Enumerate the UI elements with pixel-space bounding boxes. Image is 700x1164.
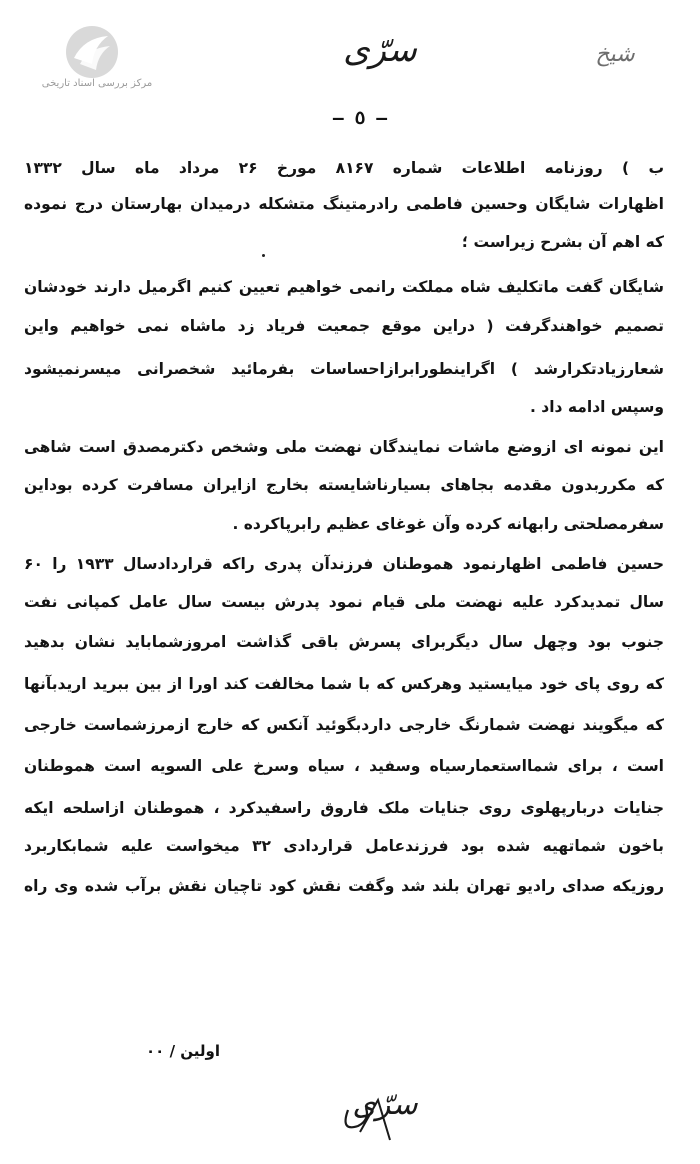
body-line-18: باخون شماتهیه شده بود فرزندعامل قراردادی ۳۲ میخواست علیه شمابکاربرد bbox=[24, 837, 664, 855]
signature-stroke-icon bbox=[330, 1070, 440, 1150]
body-line-14: که روی پای خود میایستید وهرکس که با شما مخالفت کند اورا از بین ببرید اریدبآنها bbox=[24, 675, 664, 693]
body-line-8: این نمونه ای ازوضع ماشات نمایندگان نهضت ملی وشخص دکترمصدق است شاهی bbox=[24, 438, 664, 456]
body-line-13: جنوب بود وچهل سال دیگربرای پسرش باقی گذاشت امروزشماباید نشان بدهید bbox=[24, 633, 664, 651]
body-line-15: که میگویند نهضت شمارنگ خارجی داردبگوئید آنکس که خارج ازمرزشماست خارجی bbox=[24, 716, 664, 734]
body-line-17: جنایات دربارپهلوی روی جنایات ملک فاروق راسفیدکرد ، هموطنان ازاسلحه ایکه bbox=[24, 799, 664, 817]
body-line-4: شایگان گفت ماتکلیف شاه مملکت رانمی خواهیم تعیین کنیم اگرمیل دارند خودشان bbox=[24, 278, 664, 296]
body-line-9: که مکرربدون مقدمه بجاهای بسیارناشایسته بخارج ازایران مسافرت کرده بوداین bbox=[24, 476, 664, 494]
archive-watermark-text: مرکز بررسی اسناد تاریخی bbox=[41, 78, 153, 89]
body-line-5: تصمیم خواهندگرفت ( دراین موقع جمعیت فریاد زد ماشاه نمی خواهیم واین bbox=[24, 317, 664, 335]
body-line-19: روزیکه صدای رادیو تهران بلند شد وگفت نقش کود تاچیان نقش برآب شده وی راه bbox=[24, 877, 664, 895]
body-line-10: سفرمصلحتی رابهانه کرده وآن غوغای عظیم رابرپاکرده . bbox=[232, 515, 664, 533]
body-line-6: شعارزیادتکرارشد ) اگراینطورابرازاحساسات بفرمائید شخصرانی میسرنمیشود bbox=[24, 360, 664, 378]
signature-classification-mark: سرّی bbox=[352, 1087, 418, 1122]
body-line-7: وسپس ادامه داد . bbox=[530, 398, 664, 416]
footer-note: اولین / ۰۰ bbox=[146, 1042, 220, 1060]
archive-logo-icon bbox=[64, 24, 120, 80]
document-body bbox=[24, 158, 664, 896]
body-line-2: اظهارات شایگان وحسین فاطمی رادرمتینگ متشکله درمیدان بهارستان درج نموده bbox=[24, 195, 664, 213]
body-line-12: سال تمدیدکرد علیه نهضت ملی قیام نمود پدرش بیست سال عامل کمپانی نفت bbox=[24, 593, 664, 611]
body-line-3: که اهم آن بشرح زیراست ؛ bbox=[461, 233, 664, 251]
body-line-16: است ، برای شمااستعمارسیاه وسفید ، سیاه وسرخ علی السویه است هموطنان bbox=[24, 757, 664, 775]
body-line-1: ب ) روزنامه اطلاعات شماره ۸۱۶۷ مورخ ۲۶ مرداد ماه سال ۱۳۳۲ bbox=[24, 159, 664, 177]
archive-watermark bbox=[22, 24, 172, 94]
page-number: — ٥ — bbox=[332, 108, 388, 129]
classification-heading: سرّی bbox=[343, 30, 417, 70]
marginal-handwritten-note: شیخ bbox=[595, 42, 635, 67]
body-line-11: حسین فاطمی اظهارنمود هموطنان فرزندآن پدری راکه قراردادسال ۱۹۳۳ را ۶۰ bbox=[24, 555, 664, 573]
